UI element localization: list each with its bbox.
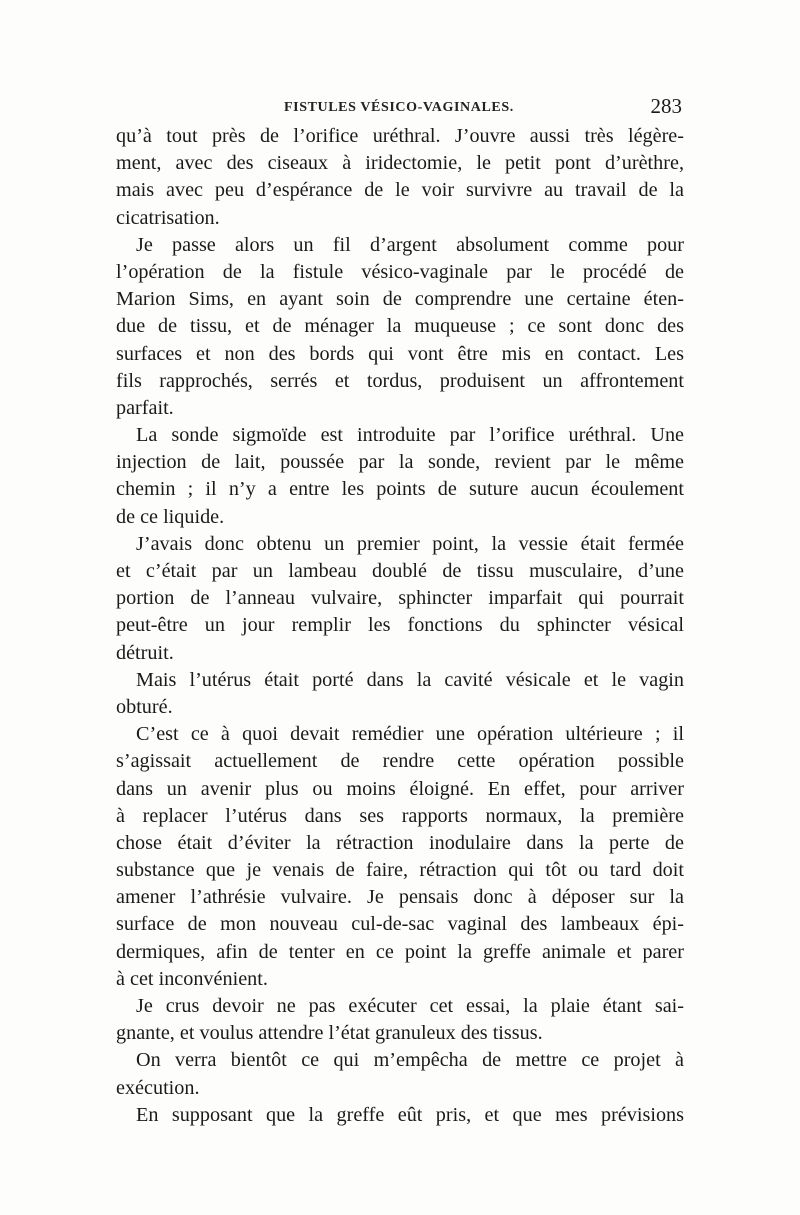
text-line: détruit. (116, 641, 174, 664)
text-line: de ce liquide. (116, 505, 225, 528)
page-number: 283 (650, 94, 682, 118)
text-line: La sonde sigmoïde est introduite par l’orifice uréthral. Une (136, 424, 684, 447)
text-line: peut-être un jour remplir les fonctions du sphincter vésical (116, 614, 684, 637)
text-line: J’avais donc obtenu un premier point, la vessie était fermée (136, 532, 684, 555)
text-line: chose était d’éviter la rétraction inodulaire dans la perte de (116, 831, 684, 854)
text-line: injection de lait, poussée par la sonde, revient par le même (116, 451, 684, 474)
text-line: mais avec peu d’espérance de le voir survivre au travail de la (116, 179, 684, 202)
text-line: exécution. (116, 1076, 200, 1099)
text-line: Je crus devoir ne pas exécuter cet essai, la plaie étant sai- (136, 995, 684, 1017)
text-line: C’est ce à quoi devait remédier une opération ultérieure ; il (136, 723, 684, 746)
text-line: à replacer l’utérus dans ses rapports normaux, la première (116, 804, 684, 827)
text-line: On verra bientôt ce qui m’empêcha de mettre ce projet à (136, 1049, 684, 1072)
text-line: amener l’athrésie vulvaire. Je pensais donc à déposer sur la (116, 886, 684, 909)
text-line: Je passe alors un fil d’argent absolument comme pour (136, 233, 684, 256)
text-line: s’agissait actuellement de rendre cette opération possible (116, 750, 684, 773)
text-line: Mais l’utérus était porté dans la cavité vésicale et le vagin (136, 668, 684, 691)
text-line: due de tissu, et de ménager la muqueuse ; ce sont donc des (116, 315, 684, 338)
body-text (116, 123, 684, 1129)
text-line: parfait. (116, 396, 174, 419)
text-line: fils rapprochés, serrés et tordus, produisent un affrontement (116, 369, 684, 392)
text-line: portion de l’anneau vulvaire, sphincter imparfait qui pourrait (116, 587, 684, 610)
text-line: dermiques, afin de tenter en ce point la greffe animale et parer (116, 940, 684, 963)
text-line: ment, avec des ciseaux à iridectomie, le petit pont d’urèthre, (116, 152, 684, 175)
running-head (116, 94, 684, 122)
text-line: à cet inconvénient. (116, 967, 268, 990)
text-line: Marion Sims, en ayant soin de comprendre une certaine éten- (116, 288, 684, 311)
text-line: En supposant que la greffe eût pris, et que mes prévisions (136, 1103, 684, 1126)
text-line: et c’était par un lambeau doublé de tissu musculaire, d’une (116, 560, 684, 582)
text-line: surface de mon nouveau cul-de-sac vaginal des lambeaux épi- (116, 913, 684, 936)
text-line: obturé. (116, 695, 173, 718)
text-line: dans un avenir plus ou moins éloigné. En effet, pour arriver (116, 777, 684, 800)
running-title: FISTULES VÉSICO-VAGINALES. (284, 100, 514, 115)
text-line: surfaces et non des bords qui vont être mis en contact. Les (116, 342, 684, 365)
text-line: cicatrisation. (116, 206, 220, 229)
text-line: qu’à tout près de l’orifice uréthral. J’ouvre aussi très légère- (116, 125, 684, 147)
text-line: substance que je venais de faire, rétraction qui tôt ou tard doit (116, 859, 684, 882)
text-line: chemin ; il n’y a entre les points de suture aucun écoulement (116, 478, 684, 501)
text-line: gnante, et voulus attendre l’état granuleux des tissus. (116, 1022, 543, 1045)
text-line: l’opération de la fistule vésico-vaginale par le procédé de (116, 260, 684, 283)
